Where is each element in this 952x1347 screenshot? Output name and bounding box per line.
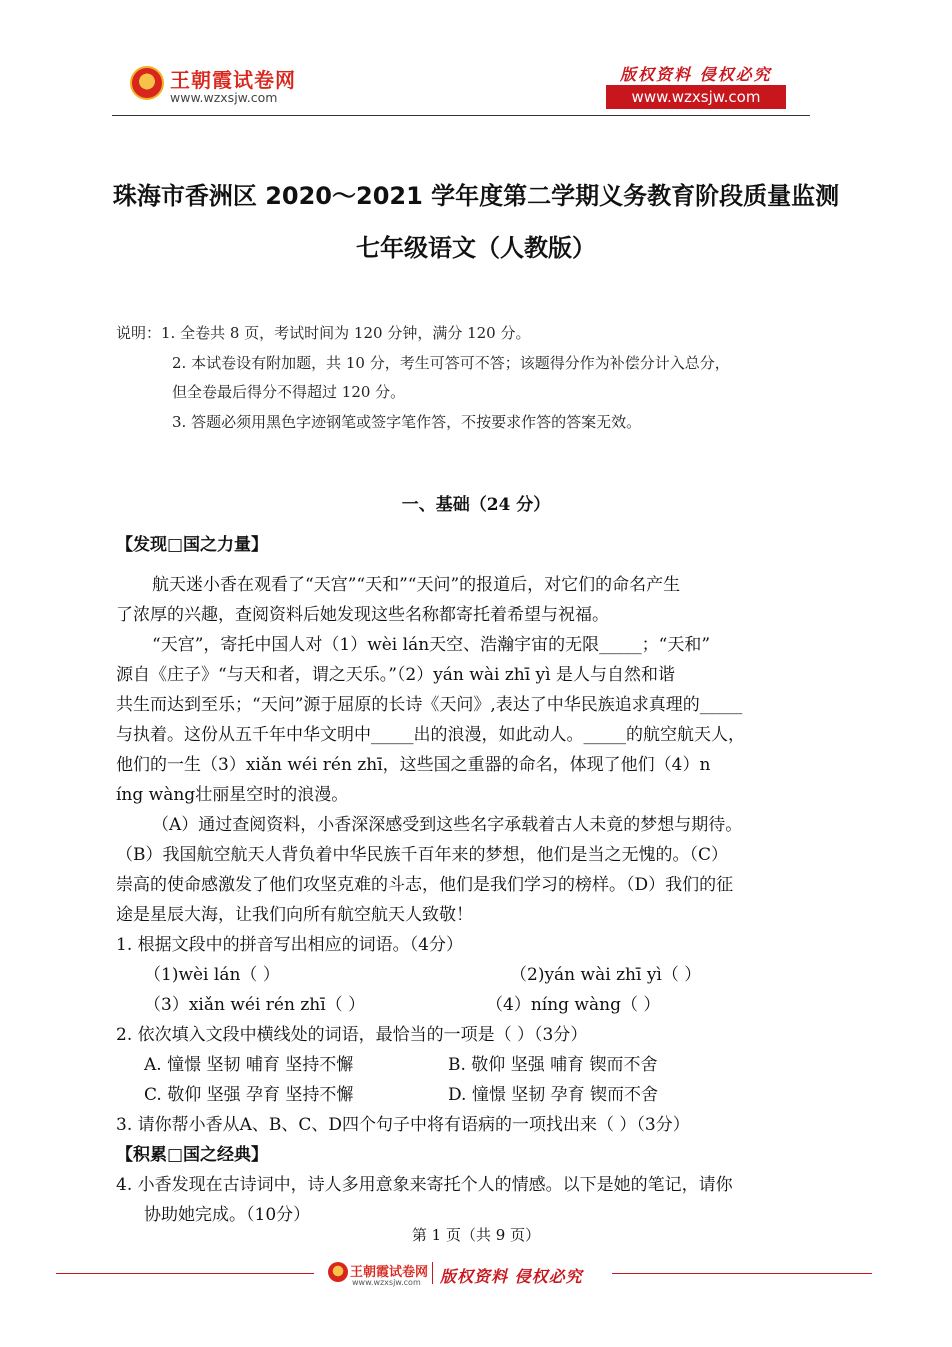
- option-c[interactable]: C. 敬仰 坚强 孕育 坚持不懈: [144, 1085, 354, 1105]
- note-line: 3. 答题必须用黑色字迹钢笔或签字笔作答，不按要求作答的答案无效。: [172, 413, 642, 431]
- note-line: 2. 本试卷设有附加题，共 10 分，考生可答可不答；该题得分作为补偿分计入总分，: [172, 354, 730, 372]
- url-banner: www.wzxsjw.com: [606, 85, 786, 109]
- page-title: 珠海市香洲区 2020～2021 学年度第二学期义务教育阶段质量监测: [112, 182, 840, 210]
- question-4-cont: 协助她完成。（10分）: [144, 1205, 311, 1225]
- page-number: 第 1 页（共 9 页）: [411, 1226, 541, 1244]
- passage-line: 共生而达到至乐；“天问”源于屈原的长诗《天问》,表达了中华民族追求真理的_____: [116, 695, 743, 715]
- footer-rule-right: [612, 1273, 872, 1274]
- subsection-heading: 【发现□国之力量】: [116, 535, 269, 555]
- passage-line: 航天迷小香在观看了“天宫”“天和”“天问”的报道后，对它们的命名产生: [152, 575, 681, 595]
- passage-line: （A）通过查阅资料，小香深深感受到这些名字承载着古人未竟的梦想与期待。: [152, 815, 743, 835]
- option-a[interactable]: A. 憧憬 坚韧 哺育 坚持不懈: [144, 1055, 354, 1075]
- logo-emblem-icon: [130, 66, 164, 100]
- passage-line: 途是星辰大海，让我们向所有航空航天人致敬！: [116, 905, 473, 925]
- page-subtitle: 七年级语文（人教版）: [356, 234, 596, 262]
- passage-line: “天宫”，寄托中国人对（1）wèi lán天空、浩瀚宇宙的无限_____；“天和”: [152, 635, 711, 655]
- note-line: 但全卷最后得分不得超过 120 分。: [172, 383, 406, 401]
- subsection-heading: 【积累□国之经典】: [116, 1145, 269, 1165]
- footer-logo-icon: [328, 1262, 348, 1282]
- passage-line: 源自《庄子》“与天和者，谓之天乐。”（2）yán wài zhī yì 是人与自然和谐: [116, 665, 676, 685]
- passage-line: 他们的一生（3）xiǎn wéi rén zhī，这些国之重器的命名，体现了他们（4）n: [116, 755, 711, 775]
- passage-line: 了浓厚的兴趣，查阅资料后她发现这些名称都寄托着希望与祝福。: [116, 605, 609, 625]
- answer-blank-3[interactable]: （3）xiǎn wéi rén zhī（ ）: [144, 995, 366, 1015]
- passage-line: （B）我国航空航天人背负着中华民族千百年来的梦想，他们是当之无愧的。（C）: [116, 845, 728, 865]
- option-d[interactable]: D. 憧憬 坚韧 孕育 锲而不舍: [448, 1085, 659, 1105]
- answer-blank-4[interactable]: （4）níng wàng（ ）: [486, 995, 661, 1015]
- question-4: 4. 小香发现在古诗词中，诗人多用意象来寄托个人的情感。以下是她的笔记，请你: [116, 1175, 733, 1195]
- footer-copyright: 版权资料 侵权必究: [440, 1267, 583, 1286]
- question-3: 3. 请你帮小香从A、B、C、D四个句子中将有语病的一项找出来（ ）（3分）: [116, 1115, 690, 1135]
- footer-logo-name: 王朝霞试卷网: [350, 1265, 429, 1280]
- section-heading: 一、基础（24 分）: [401, 495, 551, 515]
- note-line: 说明：1. 全卷共 8 页，考试时间为 120 分钟，满分 120 分。: [116, 324, 531, 342]
- logo-name: 王朝霞试卷网: [170, 68, 296, 92]
- option-b[interactable]: B. 敬仰 坚强 哺育 锲而不舍: [448, 1055, 658, 1075]
- footer-rule-left: [56, 1273, 314, 1274]
- question-2: 2. 依次填入文段中横线处的词语，最恰当的一项是（ ）（3分）: [116, 1025, 588, 1045]
- footer-logo-url: www.wzxsjw.com: [352, 1278, 421, 1287]
- footer-separator: [432, 1262, 433, 1284]
- passage-line: 与执着。这份从五千年中华文明中_____出的浪漫，如此动人。_____的航空航天人，: [116, 725, 745, 745]
- passage-line: íng wàng壮丽星空时的浪漫。: [116, 785, 349, 805]
- copyright-notice: 版权资料 侵权必究: [620, 65, 772, 84]
- passage-line: 崇高的使命感激发了他们攻坚克难的斗志，他们是我们学习的榜样。（D）我们的征: [116, 875, 734, 895]
- answer-blank-2[interactable]: （2)yán wài zhī yì（ ）: [510, 965, 702, 985]
- answer-blank-1[interactable]: （1)wèi lán（ ）: [144, 965, 280, 985]
- question-1: 1. 根据文段中的拼音写出相应的词语。（4分）: [116, 935, 463, 955]
- header-divider: [112, 115, 810, 116]
- logo-url: www.wzxsjw.com: [170, 90, 278, 105]
